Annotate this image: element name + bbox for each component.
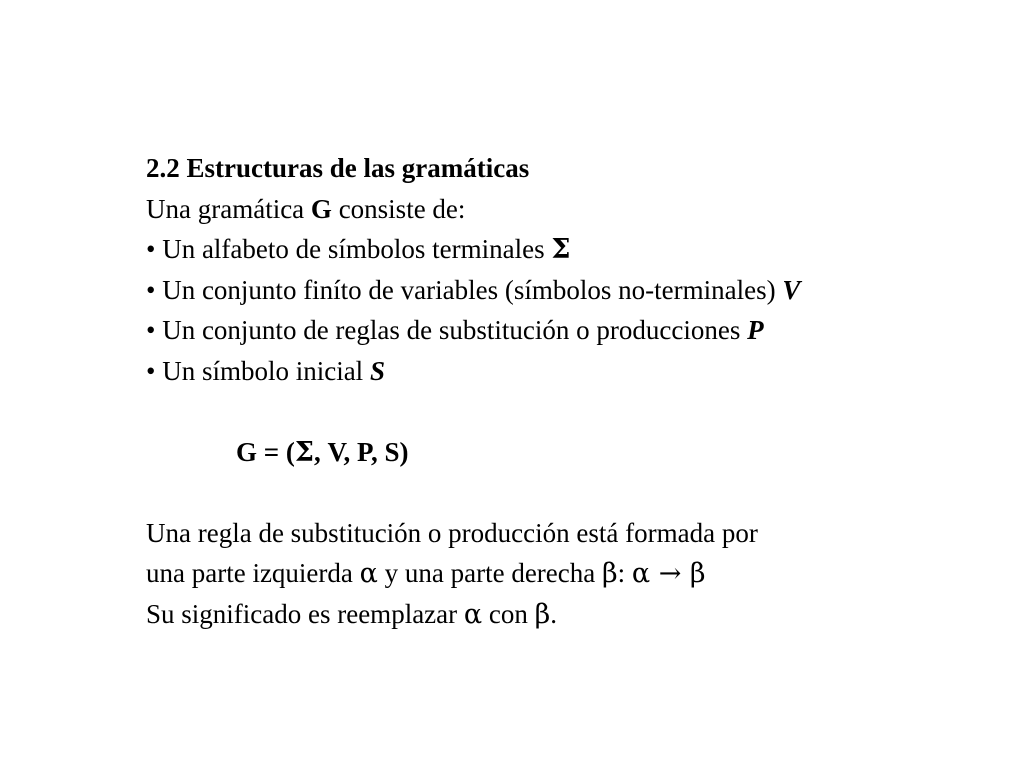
bullet-text: Un símbolo inicial xyxy=(155,355,370,386)
section-heading xyxy=(146,148,1006,189)
grammar-formula xyxy=(146,432,1006,473)
spacer xyxy=(146,472,1006,513)
spacer xyxy=(146,391,1006,432)
rule-text: : xyxy=(617,558,632,588)
beta-symbol: β xyxy=(534,598,551,630)
rule-text: Su significado es reemplazar xyxy=(146,598,464,629)
beta-symbol: β xyxy=(689,558,706,589)
alpha-symbol: α xyxy=(463,598,483,630)
bullet-text: Un conjunto finíto de variables (símbolos no-terminales) xyxy=(155,274,783,305)
variables-symbol: V xyxy=(782,274,801,305)
bullet-marker: • xyxy=(146,234,156,264)
rule-text: . xyxy=(550,598,557,629)
intro-after: consiste de: xyxy=(331,193,466,224)
bullet-marker: • xyxy=(146,315,156,345)
bullet-marker: • xyxy=(146,355,156,386)
bullet-text: Un alfabeto de símbolos terminales xyxy=(155,234,552,264)
bullet-variables xyxy=(146,270,1006,311)
beta-symbol: β xyxy=(602,558,618,589)
rule-line-2 xyxy=(146,553,1006,594)
formula-g: G = ( xyxy=(236,436,295,467)
alpha-symbol: α xyxy=(359,558,378,589)
intro-grammar-symbol: G xyxy=(310,193,332,224)
bullet-start-symbol xyxy=(146,351,1006,392)
start-symbol: S xyxy=(369,355,385,386)
intro-line xyxy=(146,189,1006,230)
heading-number: 2.2 xyxy=(146,153,180,183)
heading-title: Estructuras de las gramáticas xyxy=(186,153,530,183)
rule-text: una parte izquierda xyxy=(146,558,360,588)
slide-content xyxy=(146,148,1006,634)
bullet-productions xyxy=(146,310,1006,351)
alpha-symbol: α xyxy=(631,558,651,589)
bullet-text: Un conjunto de reglas de substitución o producciones xyxy=(155,315,748,345)
formula-sigma: Σ xyxy=(294,436,314,468)
rule-text: con xyxy=(482,598,535,629)
rule-text: y una parte derecha xyxy=(377,558,602,588)
intro-before: Una gramática xyxy=(146,193,311,224)
rule-line-3 xyxy=(146,594,1006,635)
sigma-symbol: Σ xyxy=(551,234,571,265)
arrow-icon: → xyxy=(650,558,690,589)
productions-symbol: P xyxy=(747,315,764,345)
bullet-marker: • xyxy=(146,274,156,305)
formula-rest: , V, P, S) xyxy=(313,436,409,467)
bullet-terminals xyxy=(146,229,1006,270)
rule-line-1: Una regla de substitución o producción está formada por xyxy=(146,517,758,548)
